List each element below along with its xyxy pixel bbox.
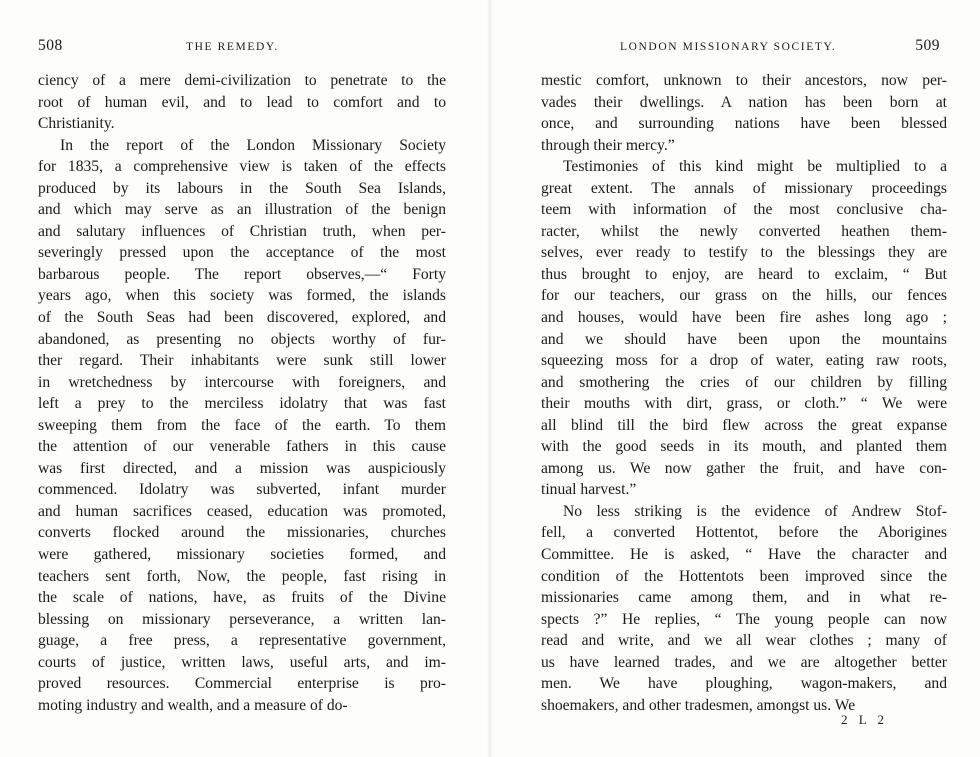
signature-mark: 2 L 2	[841, 712, 888, 727]
text-line: converts flocked around the missionaries, churches	[38, 524, 446, 542]
text-line: once, and surrounding nations have been blessed	[541, 115, 947, 133]
text-line: ther regard. Their inhabitants were sunk still lower	[38, 352, 446, 370]
text-line: were gathered, missionary societies formed, and	[38, 546, 446, 564]
text-line: Christianity.	[38, 115, 115, 133]
text-line: guage, a free press, a representative government,	[38, 632, 446, 650]
text-line: produced by its labours in the South Sea Islands,	[38, 179, 446, 197]
text-line: through their mercy.”	[541, 136, 675, 154]
text-line: the attention of our venerable fathers in this cause	[38, 438, 446, 456]
text-line: sweeping them from the face of the earth. To them	[38, 416, 446, 434]
text-line: abandoned, as presenting no objects worthy of fur-	[38, 330, 446, 348]
text-line: In the report of the London Missionary Society	[60, 136, 446, 154]
text-line: proved resources. Commercial enterprise is pro-	[38, 675, 446, 693]
text-line: all blind till the bird flew across the great expanse	[541, 416, 947, 434]
text-line: thus brought to enjoy, are heard to exclaim, “ But	[541, 265, 947, 283]
text-line: us have learned trades, and we are altogether better	[541, 653, 947, 671]
right-running-title: LONDON MISSIONARY SOCIETY.	[620, 41, 837, 53]
text-line: the scale of nations, have, as fruits of the Divine	[38, 589, 446, 607]
text-line: vades their dwellings. A nation has been born at	[541, 93, 947, 111]
right-page-number: 509	[915, 37, 940, 54]
text-line: No less striking is the evidence of Andrew Stof-	[563, 502, 947, 520]
left-page-number: 508	[38, 37, 63, 54]
text-line: teem with information of the most conclusive cha-	[541, 201, 947, 219]
text-line: ciency of a mere demi-civilization to penetrate to the	[38, 72, 446, 89]
text-line: Testimonies of this kind might be multiplied to a	[563, 158, 947, 176]
text-line: fell, a converted Hottentot, before the Aborigines	[541, 524, 947, 542]
text-line: was first directed, and a mission was auspiciously	[38, 459, 446, 477]
text-line: condition of the Hottentots been improved since the	[541, 567, 947, 585]
text-line: men. We have ploughing, wagon-makers, and	[541, 675, 947, 693]
text-line: mestic comfort, unknown to their ancestors, now per-	[541, 72, 947, 89]
text-line: teachers sent forth, Now, the people, fast rising in	[38, 567, 446, 585]
text-line: years ago, when this society was formed, the islands	[38, 287, 446, 305]
text-line: and which may serve as an illustration of the benign	[38, 201, 446, 219]
text-line: selves, ever ready to testify to the blessings they are	[541, 244, 947, 262]
text-line: Committee. He is asked, “ Have the character and	[541, 546, 947, 564]
right-body-text	[541, 70, 947, 716]
text-line: and human sacrifices ceased, education was promoted,	[38, 502, 446, 520]
left-body-text	[38, 70, 446, 716]
text-line: read and write, and we all wear clothes ; many of	[541, 632, 947, 650]
text-line: and smothering the cries of our children by filling	[541, 373, 947, 391]
text-line: for our teachers, our grass on the hills, our fences	[541, 287, 947, 305]
text-line: spects ?” He replies, “ The young people can now	[541, 610, 947, 628]
text-line: and we should have been upon the mountains	[541, 330, 947, 348]
text-line: tinual harvest.”	[541, 481, 637, 499]
text-line: missionaries came among them, and in what re-	[541, 589, 947, 607]
text-line: and houses, would have been fire ashes long ago ;	[541, 309, 947, 327]
text-line: shoemakers, and other tradesmen, amongst us. We	[541, 696, 856, 714]
text-line: in wretchedness by intercourse with foreigners, and	[38, 373, 446, 391]
right-page	[490, 0, 980, 757]
right-running-head	[620, 35, 940, 57]
text-line: of the South Seas had been discovered, explored, and	[38, 309, 446, 327]
text-line: severingly pressed upon the acceptance of the most	[38, 244, 446, 262]
left-running-head	[38, 35, 438, 57]
text-line: blessing on missionary perseverance, a written lan-	[38, 610, 446, 628]
left-running-title: THE REMEDY.	[186, 41, 279, 53]
text-line: left a prey to the merciless idolatry that was fast	[38, 395, 446, 413]
text-line: root of human evil, and to lead to comfort and to	[38, 93, 446, 111]
text-line: and salutary influences of Christian truth, when per-	[38, 222, 446, 240]
text-line: squeezing moss for a drop of water, eating raw roots,	[541, 352, 947, 370]
text-line: among us. We now gather the fruit, and have con-	[541, 459, 947, 477]
text-line: barbarous people. The report observes,—“ Forty	[38, 265, 446, 283]
text-line: racter, whilst the newly converted heathen them-	[541, 222, 947, 240]
text-line: great extent. The annals of missionary proceedings	[541, 179, 947, 197]
text-line: for 1835, a comprehensive view is taken of the effects	[38, 158, 446, 176]
text-line: moting industry and wealth, and a measure of do-	[38, 696, 348, 714]
text-line: courts of justice, written laws, useful arts, and im-	[38, 653, 446, 671]
text-line: commenced. Idolatry was subverted, infant murder	[38, 481, 446, 499]
text-line: with the good seeds in its mouth, and planted them	[541, 438, 947, 456]
text-line: their mouths with dirt, grass, or cloth.” “ We were	[541, 395, 947, 413]
